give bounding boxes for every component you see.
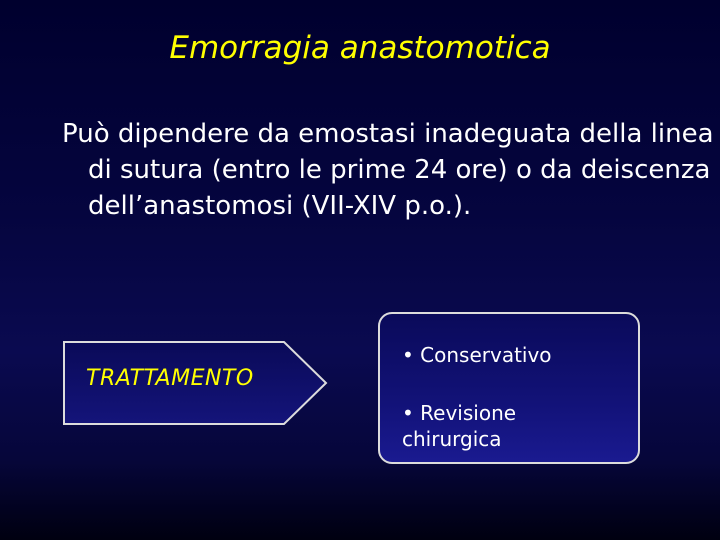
body-text: Può dipendere da emostasi inadeguata della linea di sutura (entro le prime 24 ore) o da deiscenza dell’anastomosi (VII-XIV p.o.). bbox=[62, 119, 714, 221]
option-surgical-revision-cont: chirurgica bbox=[402, 427, 502, 451]
treatment-arrow bbox=[62, 340, 328, 426]
treatment-options-box bbox=[378, 312, 640, 464]
slide-title: Emorragia anastomotica bbox=[169, 30, 551, 66]
option-surgical-revision: • Revisione bbox=[402, 401, 517, 425]
treatment-label: TRATTAMENTO bbox=[86, 366, 254, 391]
option-conservative: • Conservativo bbox=[402, 343, 552, 367]
